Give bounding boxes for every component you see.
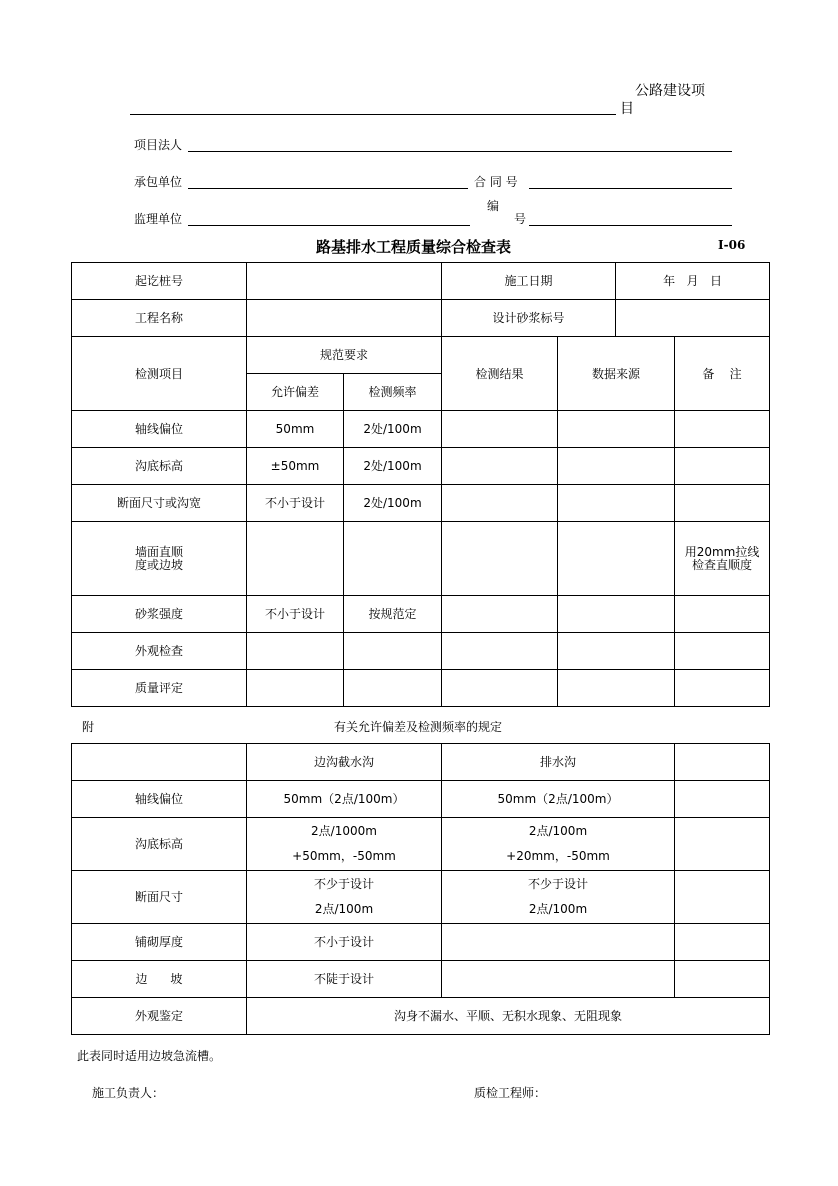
side-value-line: +50mm，-50mm (292, 849, 396, 863)
table-row (72, 263, 770, 300)
source-cell[interactable] (558, 670, 675, 707)
remark-cell[interactable] (675, 448, 770, 485)
frequency-cell: 2处/100m (344, 411, 442, 448)
start-station-value[interactable] (247, 263, 442, 300)
frequency-cell: 2处/100m (344, 485, 442, 522)
result-cell[interactable] (442, 411, 558, 448)
table-row (72, 744, 770, 781)
frequency-cell[interactable] (344, 670, 442, 707)
remark-cell[interactable] (675, 670, 770, 707)
drain-value-line: 不少于设计 (527, 877, 588, 891)
footer-note: 此表同时适用边坡急流槽。 (77, 1049, 222, 1063)
inspection-result-header: 检测结果 (442, 337, 558, 411)
item-cell: 外观检查 (72, 633, 247, 670)
table-row (72, 596, 770, 633)
remark-cell[interactable] (675, 485, 770, 522)
item-cell: 断面尺寸 (72, 871, 247, 924)
table-row (72, 670, 770, 707)
number-label-2: 号 (514, 212, 527, 226)
result-cell[interactable] (442, 448, 558, 485)
item-line-1: 墙面直顺 (134, 544, 183, 559)
drain-value-cell (442, 961, 675, 998)
mortar-grade-value[interactable] (616, 300, 770, 337)
item-cell: 断面尺寸或沟宽 (72, 485, 247, 522)
drain-value-cell (442, 871, 675, 924)
item-cell (72, 522, 247, 596)
blank-extra-cell (675, 744, 770, 781)
drain-value-cell: 50mm（2点/100m） (442, 781, 675, 818)
frequency-cell: 2处/100m (344, 448, 442, 485)
result-cell[interactable] (442, 633, 558, 670)
side-value-cell: 50mm（2点/100m） (247, 781, 442, 818)
table-row (72, 998, 770, 1035)
table-row (72, 961, 770, 998)
tolerance-cell: ±50mm (247, 448, 344, 485)
project-name-value[interactable] (247, 300, 442, 337)
data-source-header: 数据来源 (558, 337, 675, 411)
remark-line-1: 用20mm拉线 (684, 544, 760, 559)
appendix-table (71, 743, 770, 1035)
side-value-cell (247, 871, 442, 924)
project-name-line[interactable] (130, 114, 616, 115)
table-row (72, 924, 770, 961)
drain-value-line: +20mm，-50mm (506, 849, 610, 863)
supervisor-label: 监理单位 (134, 212, 183, 226)
side-value-line: 不少于设计 (313, 877, 374, 891)
source-cell[interactable] (558, 633, 675, 670)
blank-extra-cell (675, 818, 770, 871)
table-row (72, 485, 770, 522)
drain-value-line: 2点/100m (528, 902, 588, 916)
drain-value-line: 2点/100m (528, 824, 588, 838)
number-label-1: 编 (487, 199, 500, 213)
remark-cell[interactable] (675, 411, 770, 448)
table-row (72, 522, 770, 596)
result-cell[interactable] (442, 596, 558, 633)
tolerance-cell: 不小于设计 (247, 596, 344, 633)
item-cell: 沟底标高 (72, 448, 247, 485)
contractor-line[interactable] (188, 188, 468, 189)
project-suffix-1: 公路建设项 (635, 83, 705, 99)
blank-extra-cell (675, 781, 770, 818)
tolerance-cell: 不小于设计 (247, 485, 344, 522)
table-row (72, 781, 770, 818)
item-cell: 砂浆强度 (72, 596, 247, 633)
item-cell: 质量评定 (72, 670, 247, 707)
contractor-label: 承包单位 (134, 175, 183, 189)
item-cell: 外观鉴定 (72, 998, 247, 1035)
item-cell: 轴线偏位 (72, 781, 247, 818)
item-cell: 铺砌厚度 (72, 924, 247, 961)
side-value-cell (247, 818, 442, 871)
table-row (72, 300, 770, 337)
table-row (72, 633, 770, 670)
item-line-2: 度或边坡 (134, 557, 183, 572)
remarks-header: 备 注 (675, 337, 770, 411)
appendix-title: 有关允许偏差及检测频率的规定 (334, 720, 503, 734)
table-row (72, 818, 770, 871)
table-row (72, 871, 770, 924)
form-code: I-06 (718, 238, 746, 252)
form-title: 路基排水工程质量综合检查表 (316, 238, 512, 256)
item-cell: 边 坡 (72, 961, 247, 998)
contract-no-label: 合 同 号 (474, 175, 518, 189)
blank-extra-cell (675, 961, 770, 998)
inspection-frequency-header: 检测频率 (344, 374, 442, 411)
tolerance-cell: 50mm (247, 411, 344, 448)
inspection-item-header: 检测项目 (72, 337, 247, 411)
tolerance-cell[interactable] (247, 522, 344, 596)
project-name-label: 工程名称 (72, 300, 247, 337)
tolerance-cell[interactable] (247, 633, 344, 670)
frequency-cell[interactable] (344, 522, 442, 596)
project-suffix-2: 目 (620, 101, 634, 117)
tolerance-cell[interactable] (247, 670, 344, 707)
blank-header-cell (72, 744, 247, 781)
number-line[interactable] (529, 225, 732, 226)
table-row (72, 411, 770, 448)
table-row (72, 337, 770, 374)
remark-cell[interactable] (675, 633, 770, 670)
drain-value-cell (442, 818, 675, 871)
result-cell[interactable] (442, 670, 558, 707)
source-cell[interactable] (558, 522, 675, 596)
item-cell: 轴线偏位 (72, 411, 247, 448)
item-cell: 沟底标高 (72, 818, 247, 871)
remark-line-2: 检查直顺度 (692, 557, 753, 572)
supervisor-line[interactable] (188, 225, 470, 226)
allowable-deviation-header: 允许偏差 (247, 374, 344, 411)
inspection-table (71, 262, 770, 707)
construction-date-value[interactable]: 年 月 日 (616, 263, 770, 300)
side-value-line: 2点/100m (314, 902, 374, 916)
legal-person-label: 项目法人 (134, 138, 183, 152)
contract-no-line[interactable] (529, 188, 732, 189)
mortar-grade-label: 设计砂浆标号 (442, 300, 616, 337)
drain-value-cell (442, 924, 675, 961)
result-cell[interactable] (442, 522, 558, 596)
side-value-line: 2点/1000m (311, 824, 377, 838)
source-cell[interactable] (558, 411, 675, 448)
source-cell[interactable] (558, 596, 675, 633)
appendix-prefix: 附 (82, 720, 95, 734)
source-cell[interactable] (558, 448, 675, 485)
blank-extra-cell (675, 924, 770, 961)
side-ditch-header: 边沟截水沟 (247, 744, 442, 781)
spec-requirement-header: 规范要求 (247, 337, 442, 374)
result-cell[interactable] (442, 485, 558, 522)
remark-cell[interactable] (675, 596, 770, 633)
table-row (72, 448, 770, 485)
appearance-value-cell: 沟身不漏水、平顺、无积水现象、无阻现象 (247, 998, 770, 1035)
frequency-cell: 按规范定 (344, 596, 442, 633)
remark-cell (675, 522, 770, 596)
qc-engineer-label: 质检工程师： (474, 1086, 547, 1100)
drain-ditch-header: 排水沟 (442, 744, 675, 781)
frequency-cell[interactable] (344, 633, 442, 670)
side-value-cell: 不陡于设计 (247, 961, 442, 998)
construction-date-label: 施工日期 (442, 263, 616, 300)
construction-lead-label: 施工负责人： (92, 1086, 165, 1100)
side-value-cell: 不小于设计 (247, 924, 442, 961)
blank-extra-cell (675, 871, 770, 924)
source-cell[interactable] (558, 485, 675, 522)
start-station-label: 起讫桩号 (72, 263, 247, 300)
legal-person-line[interactable] (188, 151, 732, 152)
